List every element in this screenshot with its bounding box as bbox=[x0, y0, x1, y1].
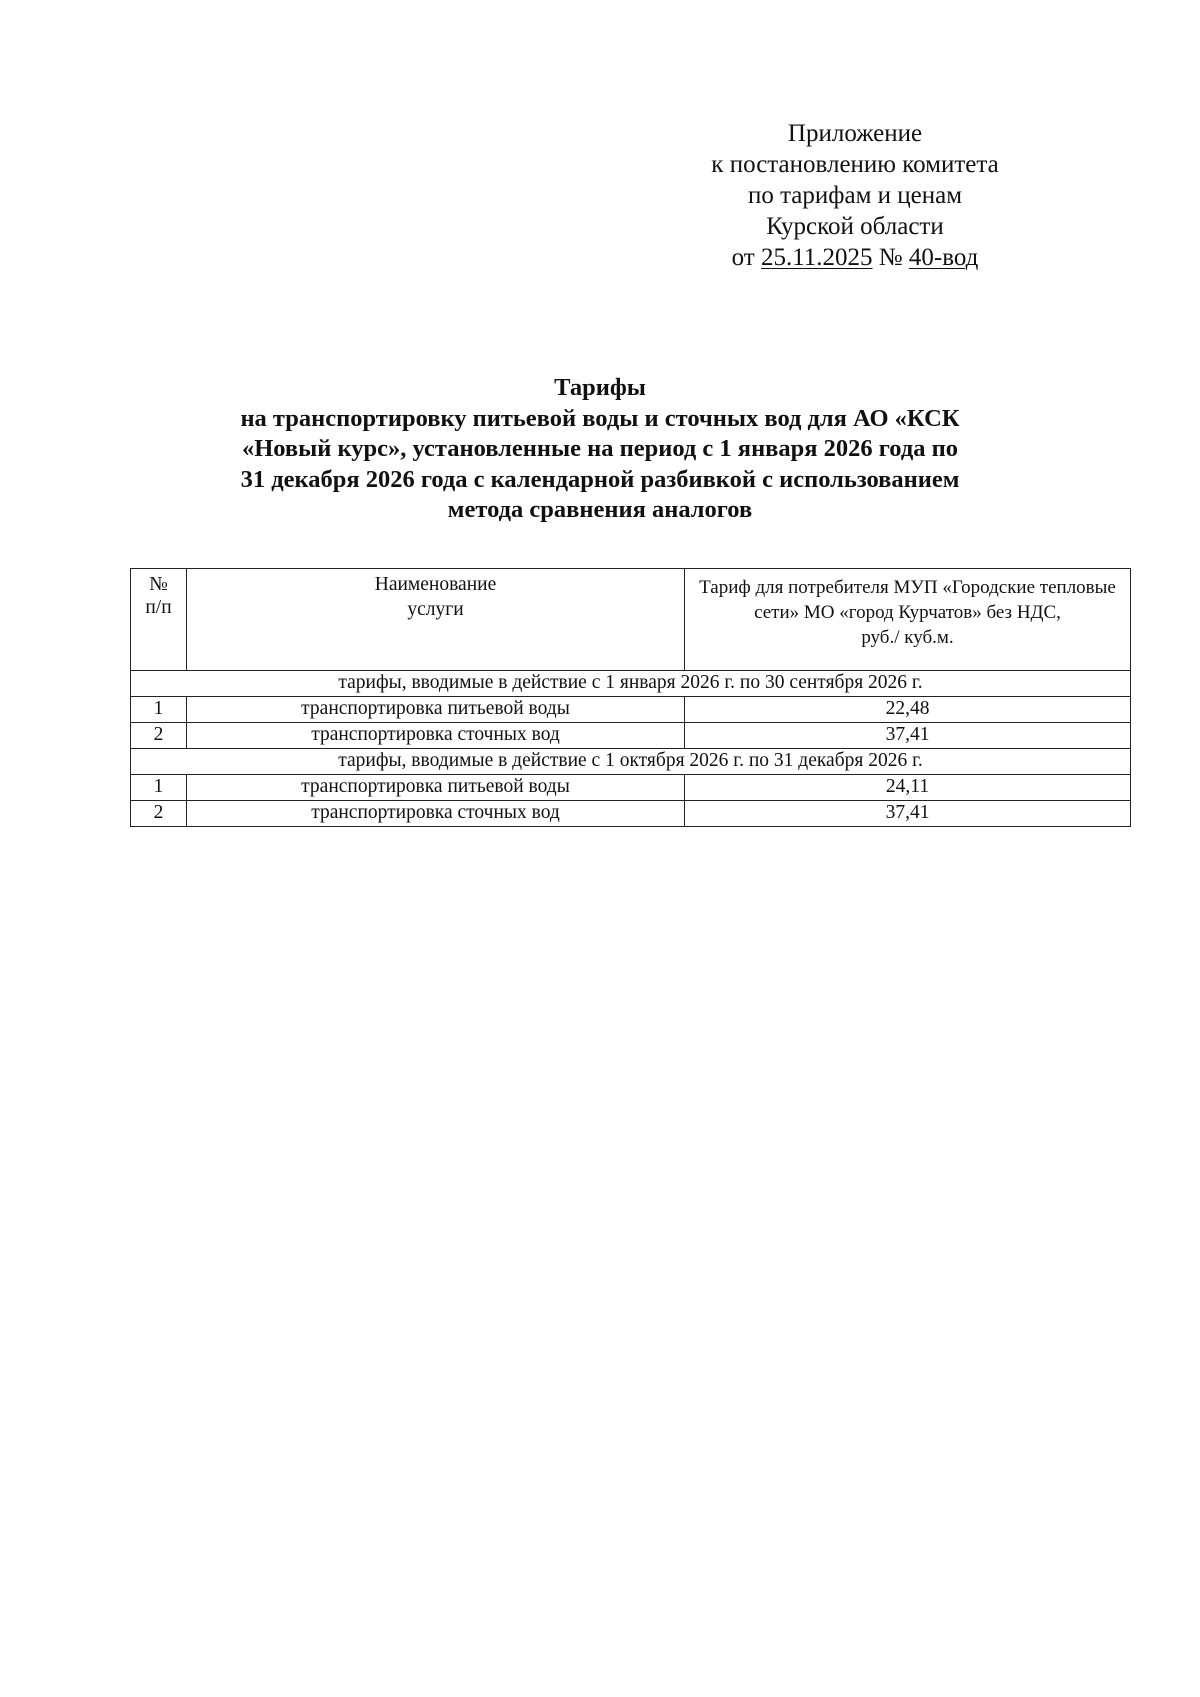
row-num: 2 bbox=[131, 801, 187, 827]
row-num: 1 bbox=[131, 775, 187, 801]
title-line: на транспортировку питьевой воды и сточных вод для АО «КСК bbox=[240, 404, 960, 432]
table-row bbox=[131, 775, 1131, 801]
row-service: транспортировка питьевой воды bbox=[187, 697, 685, 723]
annex-number-prefix: № bbox=[872, 244, 909, 271]
period-label: тарифы, вводимые в действие с 1 января 2026 г. по 30 сентября 2026 г. bbox=[131, 671, 1131, 697]
period-label: тарифы, вводимые в действие с 1 октября 2026 г. по 31 декабря 2026 г. bbox=[131, 749, 1131, 775]
title-line: 31 декабря 2026 года с календарной разбивкой с использованием bbox=[240, 465, 960, 493]
row-tariff-value: 24,11 bbox=[685, 775, 1131, 801]
period-row bbox=[131, 749, 1131, 775]
row-num: 2 bbox=[131, 723, 187, 749]
row-service: транспортировка питьевой воды bbox=[187, 775, 685, 801]
annex-line: Курской области bbox=[766, 213, 944, 240]
annex-line: по тарифам и ценам bbox=[747, 182, 963, 209]
title-line: метода сравнения аналогов bbox=[447, 496, 753, 523]
annex-line: Приложение bbox=[787, 120, 923, 147]
annex-number: 40-вод bbox=[908, 244, 979, 271]
annex-header bbox=[640, 118, 1070, 273]
annex-line: к постановлению комитета bbox=[711, 151, 999, 178]
title-line: «Новый курс», установленные на период с 1 января 2026 года по bbox=[241, 435, 958, 462]
annex-date: 25.11.2025 bbox=[760, 244, 873, 271]
table-row bbox=[131, 697, 1131, 723]
row-tariff-value: 37,41 bbox=[685, 801, 1131, 827]
tariff-table bbox=[130, 568, 1131, 827]
header-num bbox=[131, 569, 187, 671]
row-tariff-value: 22,48 bbox=[685, 697, 1131, 723]
table-row bbox=[131, 723, 1131, 749]
row-tariff-value: 37,41 bbox=[685, 723, 1131, 749]
header-tariff bbox=[685, 569, 1131, 671]
title-heading: Тарифы bbox=[554, 374, 646, 401]
header-tariff-text: Тариф для потребителя МУП «Городские тепловые сети» МО «город Курчатов» без НДС, bbox=[699, 577, 1116, 623]
row-service: транспортировка сточных вод bbox=[187, 723, 685, 749]
annex-date-prefix: от bbox=[731, 244, 761, 271]
document-title bbox=[150, 373, 1050, 526]
row-num: 1 bbox=[131, 697, 187, 723]
period-row bbox=[131, 671, 1131, 697]
header-num-line: № bbox=[149, 574, 168, 595]
annex-date-line bbox=[640, 242, 1070, 273]
header-name-line: услуги bbox=[407, 599, 464, 620]
table-row bbox=[131, 801, 1131, 827]
header-num-line: п/п bbox=[145, 597, 172, 618]
header-tariff-unit: руб./ куб.м. bbox=[861, 627, 954, 648]
table-header-row bbox=[131, 569, 1131, 671]
row-service: транспортировка сточных вод bbox=[187, 801, 685, 827]
header-service-name bbox=[187, 569, 685, 671]
header-name-line: Наименование bbox=[374, 574, 497, 595]
